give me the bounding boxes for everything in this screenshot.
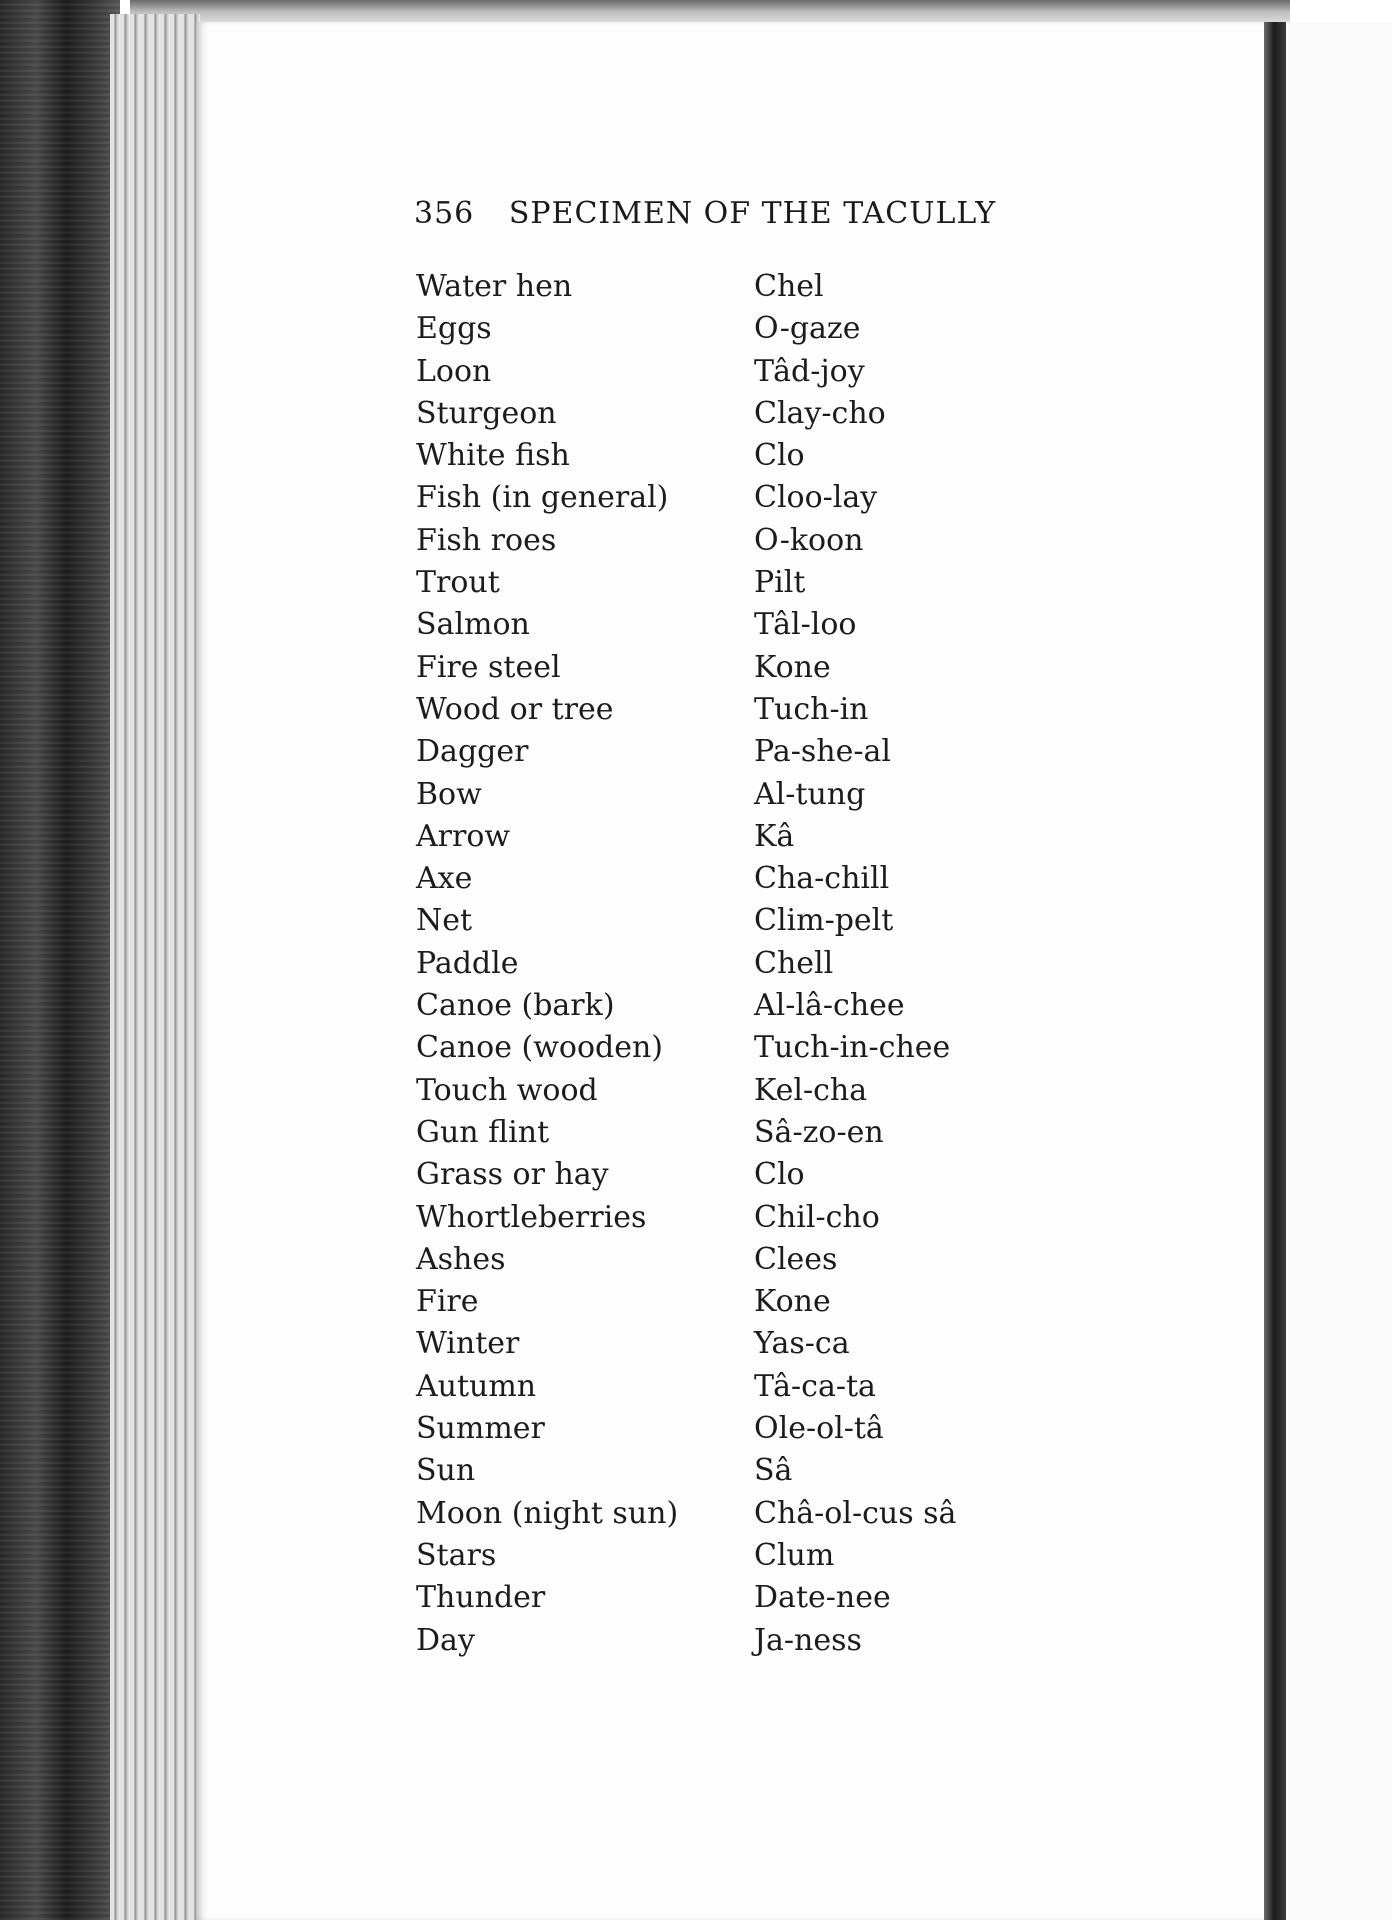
english-term: Gun flint bbox=[416, 1114, 550, 1150]
tacully-word: Kone bbox=[754, 649, 831, 685]
english-term: Loon bbox=[416, 353, 492, 389]
vocabulary-row bbox=[416, 308, 1036, 350]
running-header bbox=[414, 196, 996, 231]
tacully-word: Pilt bbox=[754, 565, 806, 601]
tacully-word: Kone bbox=[754, 1284, 831, 1320]
english-term: Axe bbox=[416, 861, 473, 897]
page-gutter bbox=[1264, 22, 1286, 1920]
tacully-word: O-koon bbox=[754, 522, 864, 558]
tacully-word: Chil-cho bbox=[754, 1199, 880, 1235]
tacully-word: Pa-she-al bbox=[754, 734, 891, 770]
tacully-word: O-gaze bbox=[754, 311, 861, 347]
english-term: Arrow bbox=[416, 818, 511, 854]
english-term: Ashes bbox=[416, 1241, 506, 1277]
english-term: Thunder bbox=[416, 1580, 546, 1616]
tacully-word: Clum bbox=[754, 1537, 835, 1573]
english-term: Canoe (bark) bbox=[416, 988, 615, 1024]
vocabulary-row bbox=[416, 520, 1036, 562]
vocabulary-row bbox=[416, 1577, 1036, 1619]
vocabulary-row bbox=[416, 1197, 1036, 1239]
vocabulary-row bbox=[416, 731, 1036, 773]
vocabulary-row bbox=[416, 1535, 1036, 1577]
tacully-word: Ole-ol-tâ bbox=[754, 1411, 884, 1447]
tacully-word: Cloo-lay bbox=[754, 480, 878, 516]
english-term: Water hen bbox=[416, 269, 573, 304]
tacully-word: Yas-ca bbox=[754, 1326, 850, 1362]
english-term: Fish roes bbox=[416, 522, 557, 558]
tacully-word: Kel-cha bbox=[754, 1072, 868, 1108]
vocabulary-row bbox=[416, 816, 1036, 858]
english-term: Whortleberries bbox=[416, 1199, 647, 1235]
tacully-word: Clo bbox=[754, 438, 805, 474]
vocabulary-row bbox=[416, 1366, 1036, 1408]
english-term: Fire bbox=[416, 1284, 479, 1320]
english-term: Fire steel bbox=[416, 649, 561, 685]
english-term: Canoe (wooden) bbox=[416, 1030, 664, 1066]
english-term: Dagger bbox=[416, 734, 529, 770]
vocabulary-row bbox=[416, 435, 1036, 477]
vocabulary-row bbox=[416, 985, 1036, 1027]
tacully-word: Sâ-zo-en bbox=[754, 1114, 884, 1150]
english-term: Bow bbox=[416, 776, 482, 812]
vocabulary-row bbox=[416, 1281, 1036, 1323]
english-term: Moon (night sun) bbox=[416, 1495, 679, 1531]
english-term: Salmon bbox=[416, 607, 530, 643]
english-term: Wood or tree bbox=[416, 691, 614, 727]
english-term: Winter bbox=[416, 1326, 520, 1362]
vocabulary-row bbox=[416, 774, 1036, 816]
vocabulary-row bbox=[416, 647, 1036, 689]
english-term: Net bbox=[416, 903, 473, 939]
tacully-word: Kâ bbox=[754, 818, 795, 854]
tacully-word: Chell bbox=[754, 945, 834, 981]
tacully-word: Date-nee bbox=[754, 1580, 891, 1616]
tacully-word: Clo bbox=[754, 1157, 805, 1193]
vocabulary-row bbox=[416, 1070, 1036, 1112]
vocabulary-row bbox=[416, 1239, 1036, 1281]
vocabulary-row bbox=[416, 1408, 1036, 1450]
vocabulary-row bbox=[416, 477, 1036, 519]
vocabulary-row bbox=[416, 1450, 1036, 1492]
tacully-word: Cha-chill bbox=[754, 861, 890, 897]
english-term: Sturgeon bbox=[416, 395, 557, 431]
tacully-word: Tâl-loo bbox=[754, 607, 857, 643]
tacully-word: Al-tung bbox=[754, 776, 866, 812]
tacully-word: Clay-cho bbox=[754, 395, 886, 431]
tacully-word: Ja-ness bbox=[754, 1622, 862, 1658]
tacully-word: Al-lâ-chee bbox=[754, 988, 905, 1024]
vocabulary-row bbox=[416, 562, 1036, 604]
english-term: Autumn bbox=[416, 1368, 537, 1404]
english-term: Touch wood bbox=[416, 1072, 598, 1108]
tacully-word: Clim-pelt bbox=[754, 903, 894, 939]
vocabulary-row bbox=[416, 943, 1036, 985]
vocabulary-list bbox=[416, 266, 1036, 1662]
english-term: Trout bbox=[416, 565, 500, 601]
english-term: Grass or hay bbox=[416, 1157, 609, 1193]
vocabulary-row bbox=[416, 351, 1036, 393]
vocabulary-row bbox=[416, 1027, 1036, 1069]
english-term: Eggs bbox=[416, 311, 492, 347]
english-term: Paddle bbox=[416, 945, 519, 981]
tacully-word: Châ-ol-cus sâ bbox=[754, 1495, 957, 1531]
vocabulary-row bbox=[416, 604, 1036, 646]
vocabulary-row bbox=[416, 1620, 1036, 1662]
english-term: Day bbox=[416, 1622, 475, 1658]
tacully-word: Sâ bbox=[754, 1453, 793, 1489]
english-term: Fish (in general) bbox=[416, 480, 669, 516]
page-number: 356 bbox=[414, 196, 475, 231]
tacully-word: Tâ-ca-ta bbox=[754, 1368, 876, 1404]
english-term: White fish bbox=[416, 438, 570, 474]
tacully-word: Clees bbox=[754, 1241, 838, 1277]
vocabulary-row bbox=[416, 1154, 1036, 1196]
vocabulary-row bbox=[416, 1323, 1036, 1365]
stacked-page-edges bbox=[110, 14, 200, 1920]
vocabulary-row bbox=[416, 393, 1036, 435]
vocabulary-row bbox=[416, 900, 1036, 942]
english-term: Sun bbox=[416, 1453, 476, 1489]
tacully-word: Chel bbox=[754, 269, 824, 304]
english-term: Stars bbox=[416, 1537, 497, 1573]
vocabulary-row bbox=[416, 1112, 1036, 1154]
english-term: Summer bbox=[416, 1411, 545, 1447]
vocabulary-row bbox=[416, 266, 1036, 308]
vocabulary-row bbox=[416, 1493, 1036, 1535]
tacully-word: Tuch-in-chee bbox=[754, 1030, 951, 1066]
tacully-word: Tuch-in bbox=[754, 691, 869, 727]
adjacent-page bbox=[1286, 22, 1392, 1920]
book-binding bbox=[0, 0, 120, 1920]
vocabulary-row bbox=[416, 858, 1036, 900]
tacully-word: Tâd-joy bbox=[754, 353, 865, 389]
vocabulary-row bbox=[416, 689, 1036, 731]
running-head-title: SPECIMEN OF THE TACULLY bbox=[508, 196, 997, 231]
